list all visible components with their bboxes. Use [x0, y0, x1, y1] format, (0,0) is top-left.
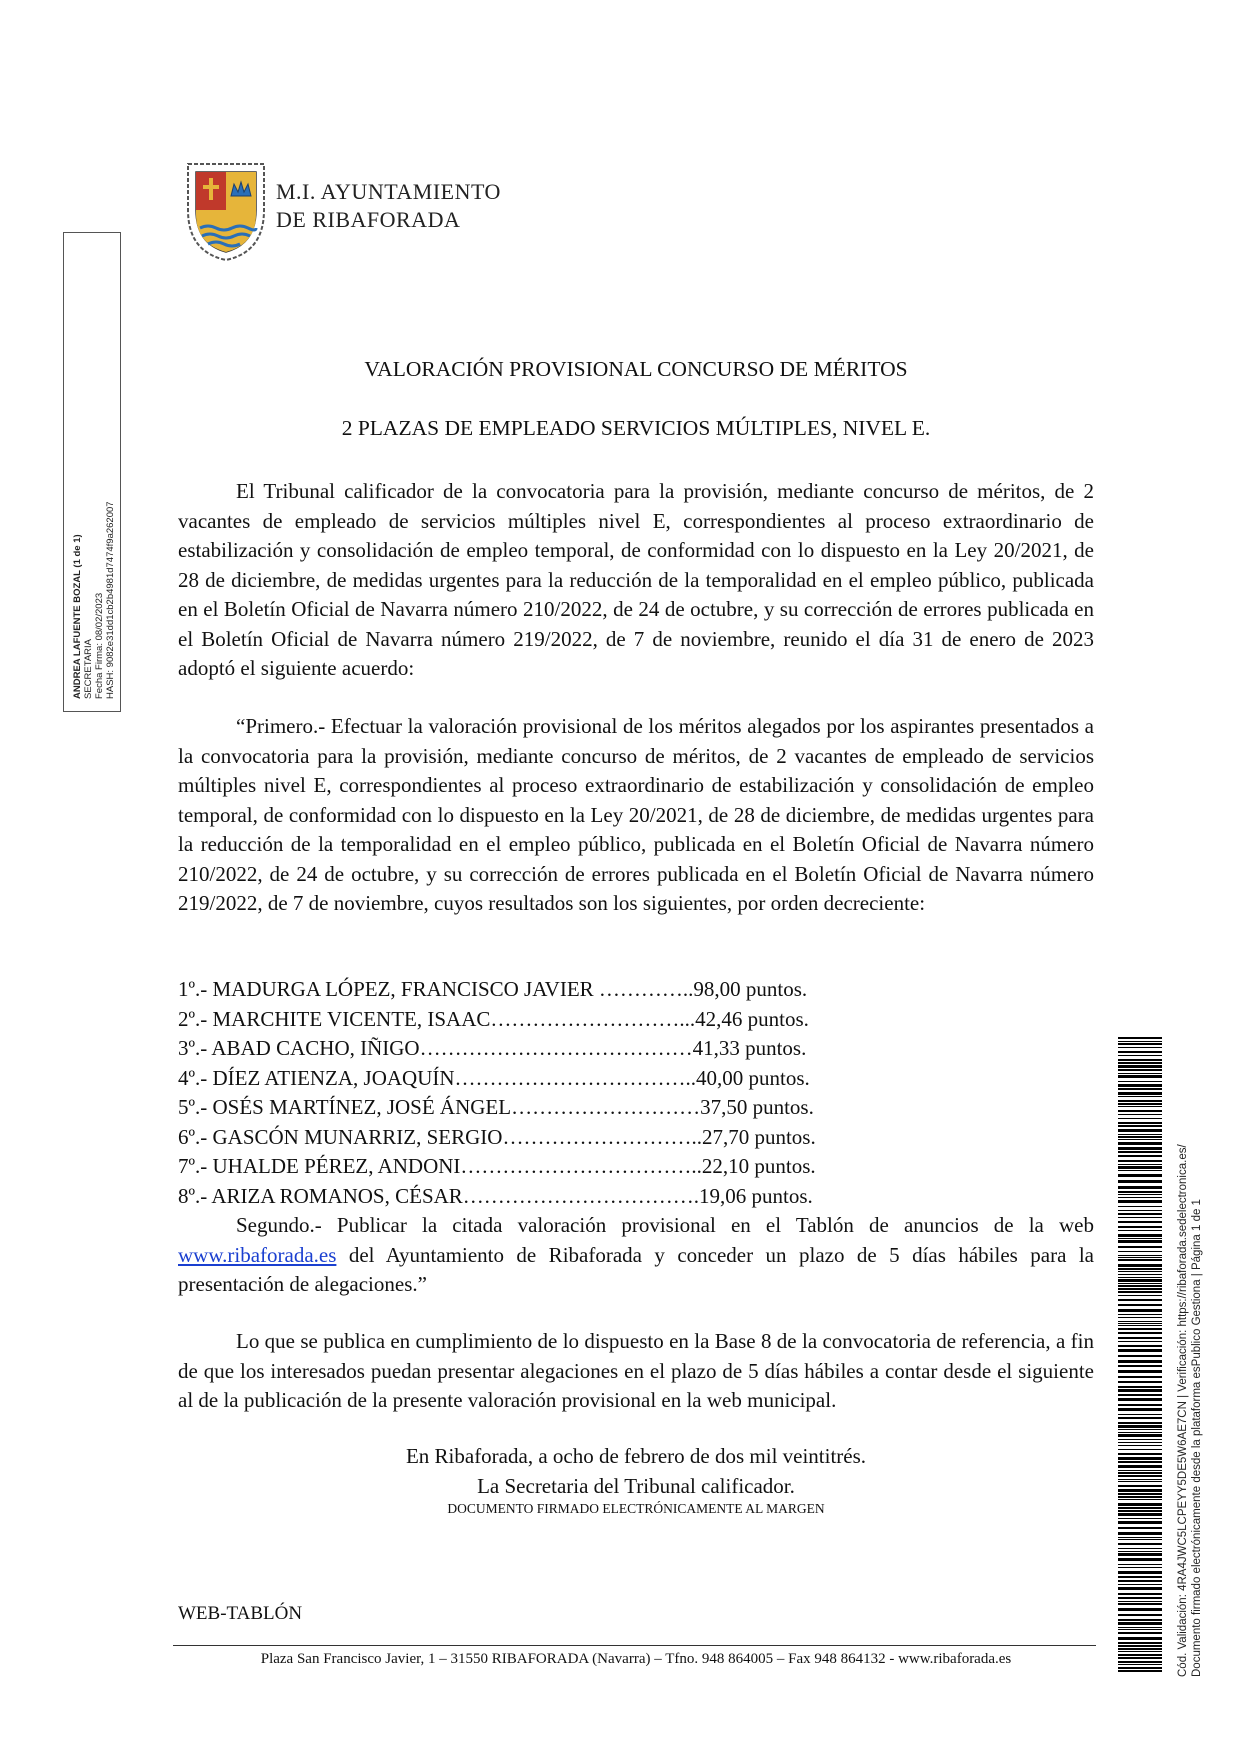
barcode-bar [1118, 1092, 1162, 1095]
barcode-bar [1118, 1257, 1162, 1258]
barcode-bar [1118, 1422, 1162, 1424]
barcode-bar [1118, 1279, 1162, 1282]
barcode-bar [1118, 1481, 1162, 1482]
barcode-bar [1118, 1151, 1162, 1153]
document-subtitle: 2 PLAZAS DE EMPLEADO SERVICIOS MÚLTIPLES, NIVEL E. [341, 416, 931, 440]
barcode-bar [1118, 1240, 1162, 1243]
barcode-bar [1118, 1475, 1162, 1477]
barcode-bar [1118, 1553, 1162, 1556]
barcode-bar [1118, 1432, 1162, 1433]
intro-paragraph [178, 477, 1094, 684]
second-resolution-text-start: Segundo.- Publicar la citada valoración provisional en el Tablón de anuncios de la web [236, 1213, 1094, 1237]
barcode-bar [1118, 1110, 1162, 1112]
barcode-bar [1118, 1166, 1162, 1169]
barcode-bar [1118, 1381, 1162, 1383]
signature-hash: HASH: 9082e31dd1cb2b4981d7474f9a262007 [105, 501, 116, 699]
barcode-bar [1118, 1587, 1162, 1590]
barcode-bar [1118, 1081, 1162, 1082]
barcode-bar [1118, 1139, 1162, 1140]
barcode-bar [1118, 1580, 1162, 1582]
barcode-bar [1118, 1360, 1162, 1363]
barcode-bar [1118, 1134, 1162, 1135]
barcode-bar [1118, 1073, 1162, 1074]
barcode-bar [1118, 1206, 1162, 1207]
distribution-label: WEB-TABLÓN [178, 1603, 303, 1624]
barcode-bar [1118, 1041, 1162, 1042]
barcode-bar [1118, 1571, 1162, 1574]
barcode-bar [1118, 1238, 1162, 1239]
barcode-bar [1118, 1664, 1162, 1665]
barcode-bar [1118, 1075, 1162, 1078]
verification-code-line: Cód. Validación: 4RA4JWC5LCPEYY5DE5W6AE7CN | Verificación: https://ribaforada.sedelectronica.es/ [1177, 1144, 1189, 1677]
signer-name: ANDREA LAFUENTE BOZAL (1 de 1) [72, 534, 83, 699]
barcode-bar [1118, 1513, 1162, 1516]
barcode-bar [1118, 1349, 1162, 1352]
municipality-name [276, 178, 501, 234]
barcode-bar [1118, 1449, 1162, 1450]
barcode-bar [1118, 1194, 1162, 1195]
publication-paragraph-text: Lo que se publica en cumplimiento de lo dispuesto en la Base 8 de la convocatoria de referencia, a fin de que los interesados puedan presentar alegaciones en el plazo de 5 días hábiles a contar desde el siguiente al de la publicación de la presente valoración provisional en la web municipal. [178, 1329, 1094, 1412]
intro-paragraph-text: El Tribunal calificador de la convocatoria para la provisión, mediante concurso de méritos, de 2 vacantes de empleado de servicios múltiples nivel E, correspondientes al proceso extraordinario de estabilización y consolidación de empleo temporal, de conformidad con lo dispuesto en la Ley 20/2021, de 28 de diciembre, de medidas urgentes para la reducción de la temporalidad en el empleo público, publicada en el Boletín Oficial de Navarra número 210/2022, de 24 de octubre, y su corrección de errores publicada en el Boletín Oficial de Navarra número 219/2022, de 7 de noviembre, reunido el día 31 de enero de 2023 adoptó el siguiente acuerdo: [178, 479, 1094, 680]
barcode-bar [1118, 1174, 1162, 1177]
barcode-bar [1118, 1255, 1162, 1256]
barcode-bar [1118, 1323, 1162, 1324]
barcode-bar [1118, 1142, 1162, 1145]
barcode-bar [1118, 1037, 1162, 1039]
barcode-bar [1118, 1106, 1162, 1107]
barcode-bar [1118, 1147, 1162, 1150]
barcode-bar [1118, 1365, 1162, 1367]
barcode-bar [1118, 1047, 1162, 1048]
barcode-bar [1118, 1404, 1162, 1406]
result-item-5: 5º.- OSÉS MARTÍNEZ, JOSÉ ÁNGEL………………………37,50 puntos. [178, 1095, 814, 1119]
barcode-bar [1118, 1164, 1162, 1165]
barcode-bar [1118, 1593, 1162, 1595]
barcode-bar [1118, 1667, 1162, 1669]
barcode-bar [1118, 1332, 1162, 1334]
barcode-bar [1118, 1295, 1162, 1296]
barcode-bar [1118, 1537, 1162, 1538]
barcode-bar [1118, 1065, 1162, 1068]
barcode-bar [1118, 1627, 1162, 1628]
barcode-bar [1118, 1069, 1162, 1071]
barcode-bar [1118, 1274, 1162, 1275]
barcode-bar [1118, 1425, 1162, 1428]
barcode-bar [1118, 1661, 1162, 1663]
barcode-bar [1118, 1170, 1162, 1171]
barcode-bar [1118, 1507, 1162, 1509]
barcode-bar [1118, 1453, 1162, 1455]
barcode-bar [1118, 1051, 1162, 1053]
website-link[interactable]: www.ribaforada.es [178, 1242, 337, 1267]
barcode-bar [1118, 1355, 1162, 1357]
barcode-bar [1118, 1118, 1162, 1119]
barcode-bar [1118, 1496, 1162, 1498]
results-list [178, 975, 816, 1211]
barcode-bar [1118, 1465, 1162, 1468]
barcode-bar [1118, 1155, 1162, 1157]
barcode-bar [1118, 1043, 1162, 1045]
barcode-bar [1118, 1277, 1162, 1278]
barcode-bar [1118, 1394, 1162, 1396]
barcode-bar [1118, 1414, 1162, 1415]
footer-address: Plaza San Francisco Javier, 1 – 31550 RIBAFORADA (Navarra) – Tfno. 948 864005 – Fax 948 864132 - www.ribaforada.es [260, 1651, 1012, 1667]
barcode-bar [1118, 1288, 1162, 1290]
barcode-bar [1118, 1632, 1162, 1634]
barcode-bar [1118, 1398, 1162, 1401]
barcode-bar [1118, 1389, 1162, 1392]
barcode-bar [1118, 1309, 1162, 1312]
barcode-bar [1118, 1457, 1162, 1460]
barcode-bar [1118, 1096, 1162, 1097]
barcode-bar [1118, 1259, 1162, 1261]
barcode-bar [1118, 1226, 1162, 1228]
barcode-bar [1118, 1518, 1162, 1519]
barcode-bar [1118, 1246, 1162, 1248]
barcode-bar [1118, 1055, 1162, 1056]
signer-title: La Secretaria del Tribunal calificador. [477, 1474, 795, 1498]
first-resolution-paragraph [178, 712, 1094, 919]
barcode-bar [1118, 1551, 1162, 1552]
barcode-bar [1118, 1601, 1162, 1602]
electronic-signature-text [72, 239, 116, 699]
result-item-7: 7º.- UHALDE PÉREZ, ANDONI……………………………..22,10 puntos. [178, 1154, 816, 1178]
barcode-bar [1118, 1136, 1162, 1138]
result-item-2: 2º.- MARCHITE VICENTE, ISAAC………………………...42,46 puntos. [178, 1006, 809, 1031]
verification-barcode [1118, 1037, 1162, 1677]
barcode-bar [1118, 1527, 1162, 1529]
signer-role: SECRETARIA [83, 638, 94, 699]
first-resolution-text: “Primero.- Efectuar la valoración provisional de los méritos alegados por los aspirantes presentados a la convocatoria para la provisión, mediante concurso de méritos, de 2 vacantes de empleado de servicios múltiples nivel E, correspondientes al proceso extraordinario de estabilización y consolidación de empleo temporal, de conformidad con lo dispuesto en la Ley 20/2021, de 28 de diciembre, de medidas urgentes para la reducción de la temporalidad en el empleo público, publicada en el Boletín Oficial de Navarra número 210/2022, de 24 de octubre, y su corrección de errores publicada en el Boletín Oficial de Navarra número 219/2022, de 7 de noviembre, cuyos resultados son los siguientes, por orden decreciente: [178, 714, 1094, 915]
barcode-bar [1118, 1470, 1162, 1471]
barcode-bar [1118, 1325, 1162, 1326]
signature-date: Fecha Firma: 08/02/2023 [94, 592, 105, 699]
barcode-bar [1118, 1268, 1162, 1270]
barcode-bar [1118, 1543, 1162, 1545]
municipality-name-line1: M.I. AYUNTAMIENTO [276, 179, 501, 204]
barcode-bar [1118, 1584, 1162, 1585]
barcode-bar [1118, 1567, 1162, 1568]
barcode-bar [1118, 1576, 1162, 1578]
barcode-bar [1118, 1503, 1162, 1506]
barcode-bar [1118, 1299, 1162, 1301]
barcode-bar [1118, 1417, 1162, 1419]
publication-paragraph [178, 1327, 1094, 1416]
barcode-bar [1118, 1345, 1162, 1347]
barcode-bar [1118, 1479, 1162, 1480]
barcode-bar [1118, 1314, 1162, 1315]
result-item-8: 8º.- ARIZA ROMANOS, CÉSAR…………………………….19,06 puntos. [178, 1183, 813, 1208]
barcode-bar [1118, 1499, 1162, 1500]
barcode-bar [1118, 1160, 1162, 1162]
barcode-bar [1118, 1337, 1162, 1339]
barcode-bar [1118, 1461, 1162, 1463]
municipality-name-line2: DE RIBAFORADA [276, 207, 461, 232]
barcode-bar [1118, 1213, 1162, 1215]
barcode-bar [1118, 1597, 1162, 1599]
barcode-bar [1118, 1510, 1162, 1512]
document-title: VALORACIÓN PROVISIONAL CONCURSO DE MÉRITOS [364, 357, 908, 381]
barcode-bar [1118, 1485, 1162, 1487]
barcode-bar [1118, 1434, 1162, 1437]
barcode-bar [1118, 1376, 1162, 1378]
second-resolution-text-end: del Ayuntamiento de Ribaforada y conceder un plazo de 5 días hábiles para la presentación de alegaciones.” [178, 1242, 1094, 1296]
barcode-bar [1118, 1637, 1162, 1640]
barcode-bar [1118, 1603, 1162, 1605]
barcode-bar [1118, 1654, 1162, 1656]
barcode-bar [1118, 1103, 1162, 1105]
barcode-bar [1118, 1100, 1162, 1102]
barcode-bar [1118, 1442, 1162, 1443]
barcode-bar [1118, 1445, 1162, 1446]
barcode-bar [1118, 1197, 1162, 1198]
barcode-bar [1118, 1210, 1162, 1211]
barcode-bar [1118, 1642, 1162, 1644]
barcode-bar [1118, 1657, 1162, 1659]
verification-text [1176, 1037, 1204, 1677]
municipal-coat-of-arms-logo [178, 152, 274, 264]
barcode-bar [1118, 1251, 1162, 1252]
second-resolution-paragraph [178, 1211, 1094, 1300]
barcode-bar [1118, 1386, 1162, 1388]
barcode-bar [1118, 1341, 1162, 1342]
barcode-bar [1118, 1548, 1162, 1549]
barcode-bar [1118, 1328, 1162, 1330]
barcode-bar [1118, 1317, 1162, 1318]
barcode-bar [1118, 1230, 1162, 1231]
barcode-bar [1118, 1408, 1162, 1411]
result-item-3: 3º.- ABAD CACHO, IÑIGO…………………………………41,33 puntos. [178, 1036, 807, 1060]
result-item-4: 4º.- DÍEZ ATIENZA, JOAQUÍN……………………………..40,00 puntos. [178, 1065, 810, 1090]
footer-divider [173, 1645, 1096, 1646]
barcode-bar [1118, 1608, 1162, 1611]
barcode-bar [1118, 1129, 1162, 1132]
barcode-bar [1118, 1285, 1162, 1287]
barcode-bar [1118, 1489, 1162, 1492]
barcode-bar [1118, 1439, 1162, 1440]
barcode-bar [1118, 1645, 1162, 1647]
barcode-bar [1118, 1304, 1162, 1306]
barcode-bar [1118, 1291, 1162, 1293]
barcode-bar [1118, 1088, 1162, 1090]
barcode-bar [1118, 1062, 1162, 1064]
barcode-bar [1118, 1472, 1162, 1474]
barcode-bar [1118, 1200, 1162, 1203]
barcode-bar [1118, 1532, 1162, 1535]
barcode-bar [1118, 1114, 1162, 1115]
barcode-bar [1118, 1614, 1162, 1616]
barcode-bar [1118, 1122, 1162, 1124]
barcode-bar [1118, 1234, 1162, 1237]
barcode-bar [1118, 1125, 1162, 1127]
barcode-bar [1118, 1271, 1162, 1272]
barcode-bar [1118, 1180, 1162, 1183]
barcode-bar [1118, 1186, 1162, 1189]
barcode-bar [1118, 1221, 1162, 1223]
barcode-bar [1118, 1217, 1162, 1218]
barcode-bar [1118, 1370, 1162, 1373]
barcode-bar [1118, 1084, 1162, 1087]
barcode-bar [1118, 1539, 1162, 1540]
barcode-bar [1118, 1558, 1162, 1561]
result-item-6: 6º.- GASCÓN MUNARRIZ, SERGIO………………………..27,70 puntos. [178, 1124, 816, 1149]
verification-platform-line: Documento firmado electrónicamente desde la plataforma esPublico Gestiona | Página 1 de 1 [1191, 1199, 1203, 1677]
barcode-bar [1118, 1521, 1162, 1524]
barcode-bar [1118, 1059, 1162, 1061]
signed-note: DOCUMENTO FIRMADO ELECTRÓNICAMENTE AL MARGEN [447, 1501, 825, 1516]
barcode-bar [1118, 1264, 1162, 1267]
barcode-bar [1118, 1629, 1162, 1630]
result-item-1: 1º.- MADURGA LÓPEZ, FRANCISCO JAVIER …………..98,00 puntos. [178, 977, 808, 1001]
barcode-bar [1118, 1564, 1162, 1565]
barcode-bar [1118, 1619, 1162, 1621]
barcode-bar [1118, 1321, 1162, 1322]
place-and-date: En Ribaforada, a ocho de febrero de dos mil veintitrés. [405, 1444, 867, 1468]
barcode-bar [1118, 1622, 1162, 1625]
barcode-bar [1118, 1651, 1162, 1652]
barcode-bar [1118, 1493, 1162, 1495]
barcode-bar [1118, 1283, 1162, 1284]
barcode-bar [1118, 1191, 1162, 1193]
barcode-bar [1118, 1429, 1162, 1430]
barcode-bar [1118, 1670, 1162, 1672]
barcode-bar [1118, 1648, 1162, 1650]
